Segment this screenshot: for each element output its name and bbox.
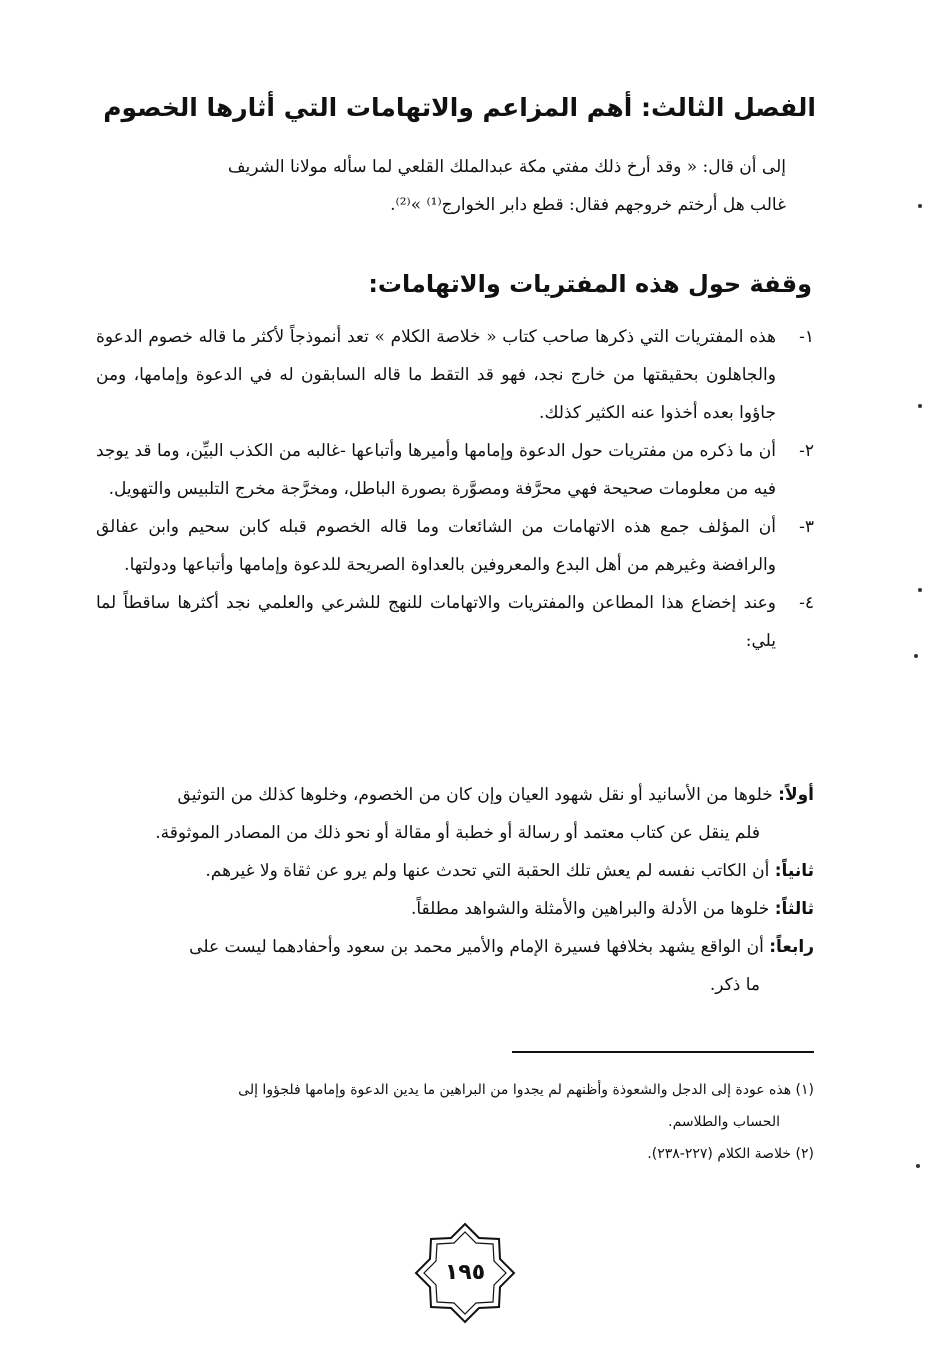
reason-text: خلوها من الأسانيد أو نقل شهود العيان وإن كان من الخصوم، وخلوها كذلك من التوثيق [177,785,773,805]
point-item [96,584,814,660]
point-item [96,508,814,584]
chapter-title: الفصل الثالث: أهم المزاعم والاتهامات التي أثارها الخصوم [103,93,816,122]
reason-continuation: فلم ينقل عن كتاب معتمد أو رسالة أو خطبة أو مقالة أو نحو ذلك من المصادر الموثوقة. [155,823,760,843]
scan-speck [914,654,918,658]
reason-text: أن الكاتب نفسه لم يعش تلك الحقبة التي تحدث عنها ولم يرو عن ثقاة ولا غيرهم. [205,861,770,881]
reason-item [96,852,814,890]
scan-speck [918,404,922,408]
scan-speck [916,1164,920,1168]
numbered-points [96,318,814,660]
point-text: هذه المفتريات التي ذكرها صاحب كتاب « خلاصة الكلام » تعد أنموذجاً لأكثر ما قاله خصوم الدعوة والجاهلون بحقيقتها من خارج نجد، فهو قد التقط ما قاله السابقون له في الدعوة وإمامها، ومن جاؤوا بعده أخذوا عنه الكثير كذلك. [96,327,776,423]
reason-label: أولاً: [778,785,814,805]
point-number: ٣- [799,517,814,537]
footnotes [96,1074,814,1170]
section-heading: وقفة حول هذه المفتريات والاتهامات: [368,270,812,298]
intro-line-2: غالب هل أرختم خروجهم فقال: قطع دابر الخوارج⁽¹⁾ »⁽²⁾. [390,195,786,215]
page-number: ١٩٥ [444,1260,486,1285]
reason-label: ثالثاً: [774,899,814,919]
reason-continuation: ما ذكر. [709,975,760,995]
footnote-2: (٢) خلاصة الكلام (٢٢٧-٢٣٨). [647,1146,814,1162]
footnote-1-continuation: الحساب والطلاسم. [668,1114,780,1130]
point-number: ٢- [799,441,814,461]
reasons-list [96,776,814,1004]
point-item [96,318,814,432]
footnote-separator [512,1051,814,1053]
point-number: ١- [799,327,814,347]
reason-text: أن الواقع يشهد بخلافها فسيرة الإمام والأمير محمد بن سعود وأحفادهما ليست على [189,937,764,957]
point-number: ٤- [799,593,814,613]
footnote-1: (١) هذه عودة إلى الدجل والشعوذة وأظنهم لم يجدوا من البراهين ما يدين الدعوة وإمامها فلجؤوا إلى [238,1082,814,1098]
reason-label: ثانياً: [774,861,814,881]
scan-speck [918,204,922,208]
reason-item [96,890,814,928]
reason-item [96,928,814,966]
running-header [96,70,816,122]
intro-line-1: إلى أن قال: « وقد أرخ ذلك مفتي مكة عبدالملك القلعي لما سأله مولانا الشريف [227,157,786,177]
reason-item [96,776,814,814]
point-text: وعند إخضاع هذا المطاعن والمفتريات والاتهامات للنهج للشرعي والعلمي نجد أكثرها ساقطاً لما يلي: [96,593,776,651]
point-text: أن المؤلف جمع هذه الاتهامات من الشائعات وما قاله الخصوم قبله كابن سحيم وابن عفالق والرافضة وغيرهم من أهل البدع والمعروفين بالعداوة الصريحة للدعوة وإمامها وأتباعها ودولتها. [96,517,776,575]
page-number-ornament [410,1218,520,1328]
point-text: أن ما ذكره من مفتريات حول الدعوة وإمامها وأميرها وأتباعها -غالبه من الكذب البيِّن، وما قد يوجد فيه من معلومات صحيحة فهي محرَّفة ومصوَّرة بصورة الباطل، ومخرَّجة مخرج التلبيس والتهويل. [96,441,776,499]
scan-speck [918,588,922,592]
point-item [96,432,814,508]
intro-quote [96,148,814,224]
reason-label: رابعاً: [769,937,814,957]
reason-text: خلوها من الأدلة والبراهين والأمثلة والشواهد مطلقاً. [410,899,770,919]
